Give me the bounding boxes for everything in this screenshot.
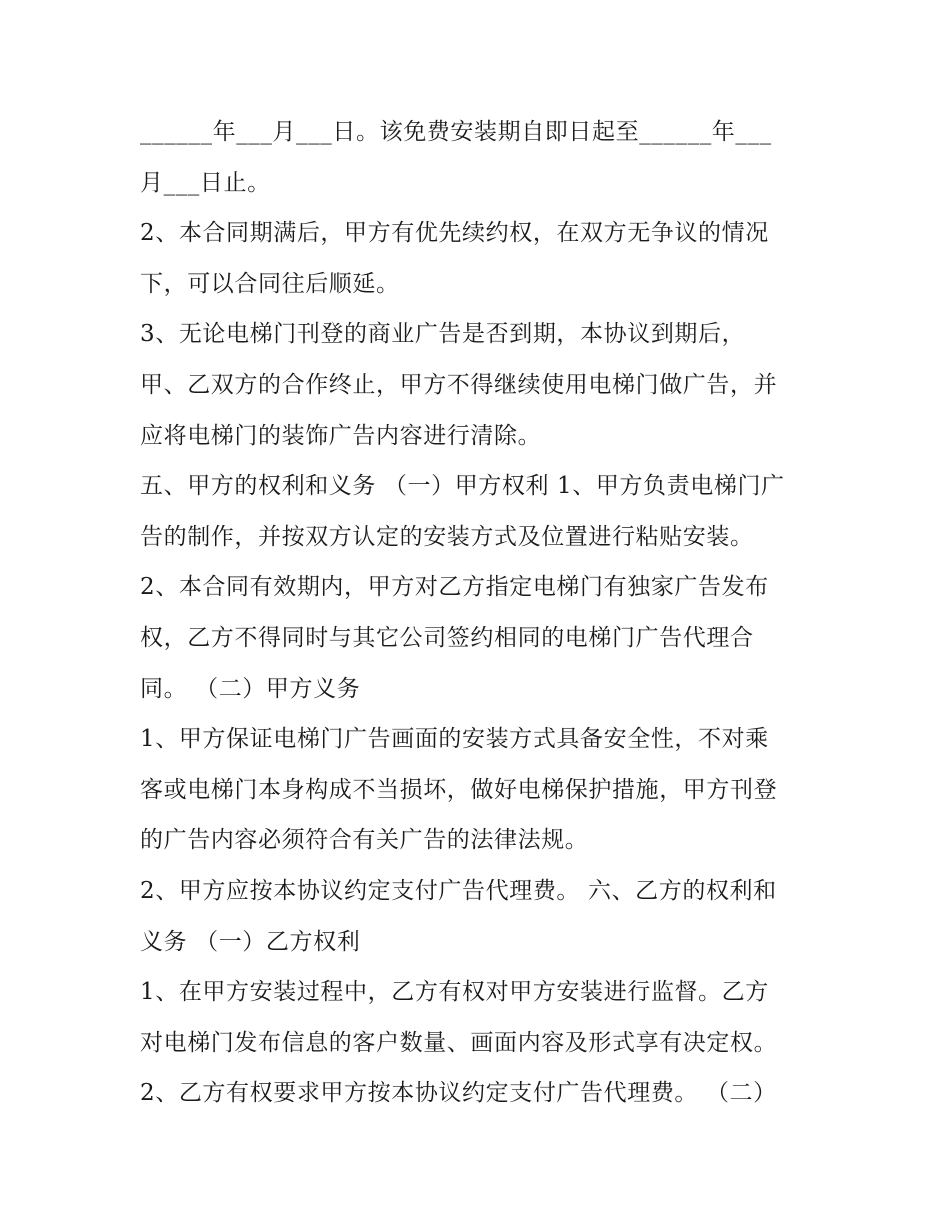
- text-line: 客或电梯门本身构成不当损坏，做好电梯保护措施，甲方刊登: [140, 776, 778, 803]
- text-line: 2、甲方应按本协议约定支付广告代理费。 六、乙方的权利和: [140, 877, 777, 904]
- text-line: 的广告内容必须符合有关广告的法律法规。: [140, 827, 589, 854]
- text-line: 甲、乙双方的合作终止，甲方不得继续使用电梯门做广告，并: [140, 371, 778, 398]
- text-line: 对电梯门发布信息的客户数量、画面内容及形式享有决定权。: [140, 1029, 778, 1056]
- text-line: 义务 （一）乙方权利: [140, 928, 361, 955]
- text-line: 同。 （二）甲方义务: [140, 675, 361, 702]
- text-line: 权，乙方不得同时与其它公司签约相同的电梯门广告代理合: [140, 624, 754, 651]
- text-line: 2、本合同有效期内，甲方对乙方指定电梯门有独家广告发布: [140, 574, 769, 601]
- text-line: 2、本合同期满后，甲方有优先续约权，在双方无争议的情况: [140, 220, 769, 247]
- text-line: 月___日止。: [140, 169, 271, 196]
- text-line: 2、乙方有权要求甲方按本协议约定支付广告代理费。 （二）: [140, 1080, 777, 1107]
- text-line: ______年___月___日。该免费安装期自即日起至______年___: [140, 119, 772, 145]
- text-line: 应将电梯门的装饰广告内容进行清除。: [140, 422, 542, 449]
- document-body: [140, 107, 830, 1119]
- text-line: 1、甲方保证电梯门广告画面的安装方式具备安全性，不对乘: [140, 726, 769, 753]
- text-line: 3、无论电梯门刊登的商业广告是否到期，本协议到期后，: [140, 321, 746, 348]
- text-line: 1、在甲方安装过程中，乙方有权对甲方安装进行监督。乙方: [140, 979, 769, 1006]
- text-line: 五、甲方的权利和义务 （一）甲方权利 1、甲方负责电梯门广: [140, 473, 785, 500]
- text-line: 告的制作，并按双方认定的安装方式及位置进行粘贴安装。: [140, 523, 754, 550]
- text-line: 下，可以合同往后顺延。: [140, 270, 400, 297]
